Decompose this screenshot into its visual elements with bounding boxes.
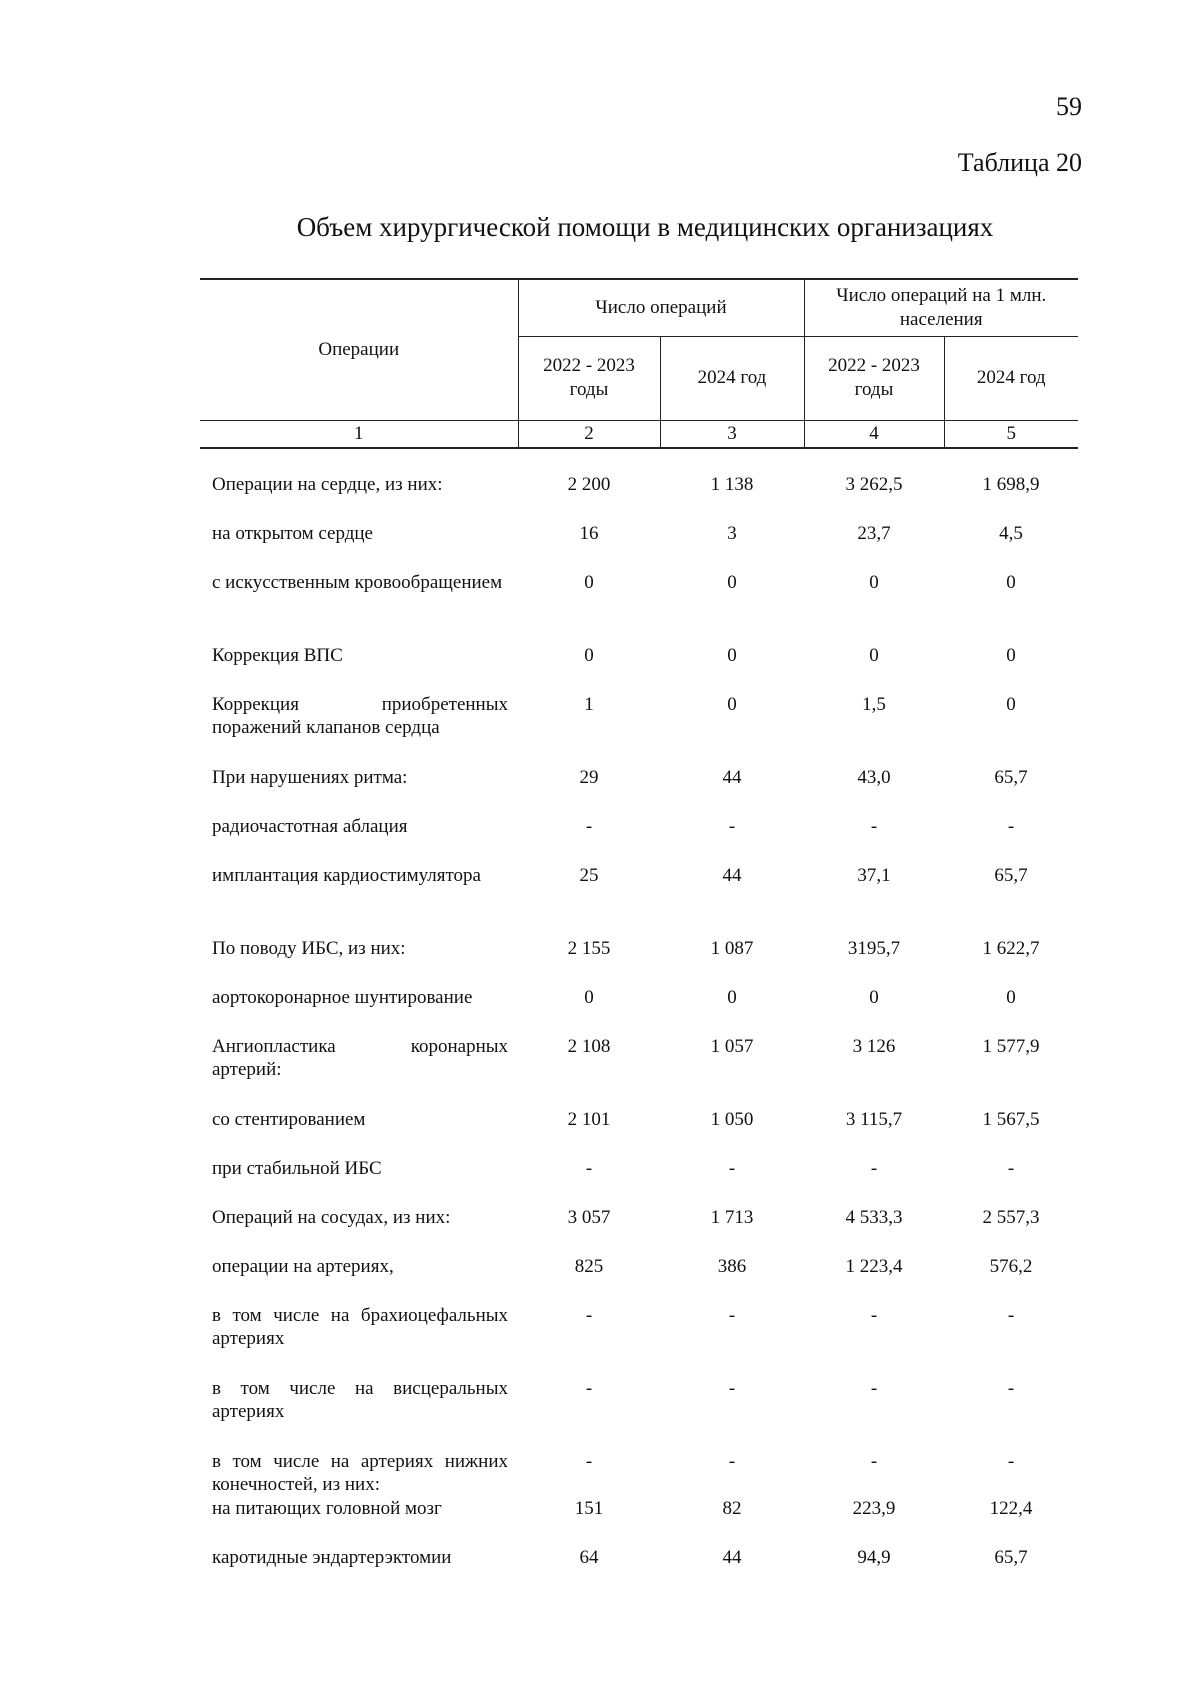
table-row <box>200 1157 1078 1206</box>
row-value: 1 138 <box>710 473 754 495</box>
column-header-count-2024: 2024 год <box>660 336 804 420</box>
surgery-volume-table <box>200 278 1078 1595</box>
row-value: 2 557,3 <box>982 1206 1040 1228</box>
row-value: - <box>1007 815 1015 837</box>
column-header-rate-2022-2023: 2022 - 2023 годы <box>804 336 944 420</box>
row-value: 2 101 <box>567 1108 611 1130</box>
row-value: 1 057 <box>710 1035 754 1057</box>
row-value: 1 622,7 <box>982 937 1040 959</box>
row-value: - <box>870 1450 878 1472</box>
row-label: Коррекция приобретенных поражений клапанов сердца <box>212 693 508 739</box>
row-value: - <box>728 815 736 837</box>
row-value: - <box>728 1157 736 1179</box>
row-label: со стентированием <box>212 1108 366 1130</box>
table-row <box>200 693 1078 766</box>
row-label: в том числе на висцеральных артериях <box>212 1377 508 1423</box>
row-value: - <box>870 1304 878 1326</box>
row-value: 37,1 <box>857 864 891 886</box>
row-value: 3 126 <box>852 1035 896 1057</box>
row-value: - <box>585 1157 593 1179</box>
row-value: - <box>585 1450 593 1472</box>
column-number: 4 <box>804 420 944 448</box>
column-header-count-2022-2023: 2022 - 2023 годы <box>518 336 660 420</box>
column-group-rate: Число операций на 1 млн. населения <box>804 279 1078 336</box>
row-value: 1 <box>584 693 594 715</box>
row-value: 0 <box>727 571 737 593</box>
row-label: По поводу ИБС, из них: <box>212 937 406 959</box>
row-value: 0 <box>727 693 737 715</box>
row-value: 122,4 <box>989 1498 1033 1519</box>
row-value: 4,5 <box>999 522 1023 544</box>
column-number: 3 <box>660 420 804 448</box>
row-value: 0 <box>584 986 594 1008</box>
table-row <box>200 1255 1078 1304</box>
table-row <box>200 986 1078 1035</box>
table-caption: Таблица 20 <box>957 148 1082 177</box>
table-row <box>200 1206 1078 1255</box>
row-value: 0 <box>1006 644 1016 666</box>
row-value: 1,5 <box>862 693 886 715</box>
row-label: в том числе на артериях нижних конечностей, из них: <box>212 1450 508 1496</box>
table-row <box>200 473 1078 522</box>
row-value: 94,9 <box>857 1547 891 1568</box>
row-value: 2 155 <box>567 937 611 959</box>
table-row <box>200 766 1078 815</box>
row-value: 64 <box>579 1547 599 1568</box>
row-label: Ангиопластика коронарных артерий: <box>212 1035 508 1081</box>
row-value: 0 <box>869 644 879 666</box>
row-value: - <box>585 815 593 837</box>
row-value: 29 <box>579 766 599 788</box>
row-value: 1 087 <box>710 937 754 959</box>
row-value: 16 <box>579 522 599 544</box>
row-label: на открытом сердце <box>212 522 373 544</box>
row-value: 0 <box>1006 693 1016 715</box>
row-value: 151 <box>574 1498 604 1519</box>
table-row <box>200 644 1078 693</box>
table-body <box>200 448 1078 1596</box>
row-label: Коррекция ВПС <box>212 644 343 666</box>
table-row <box>200 1035 1078 1108</box>
table-row <box>200 571 1078 644</box>
row-value: 2 108 <box>567 1035 611 1057</box>
column-number: 5 <box>944 420 1078 448</box>
row-value: - <box>728 1450 736 1472</box>
row-value: 223,9 <box>852 1498 896 1519</box>
table-row <box>200 1108 1078 1157</box>
row-value: 65,7 <box>994 766 1028 788</box>
row-value: 0 <box>1006 571 1016 593</box>
row-value: 65,7 <box>994 864 1028 886</box>
column-number-row <box>200 420 1078 448</box>
row-value: 1 713 <box>710 1206 754 1228</box>
row-value: 44 <box>722 766 742 788</box>
row-label: имплантация кардиостимулятора <box>212 864 481 886</box>
row-value: 3 <box>727 522 737 544</box>
row-value: 3 057 <box>567 1206 611 1228</box>
row-value: 23,7 <box>857 522 891 544</box>
column-group-count: Число операций <box>518 279 804 336</box>
document-title: Объем хирургической помощи в медицинских организациях <box>296 212 994 242</box>
row-label: на питающих головной мозг <box>212 1498 442 1519</box>
table-row <box>200 864 1078 937</box>
row-value: 44 <box>722 864 742 886</box>
column-number: 1 <box>200 420 518 448</box>
row-value: - <box>728 1304 736 1326</box>
row-label: с искусственным кровообращением <box>212 571 503 593</box>
row-value: 386 <box>717 1255 747 1277</box>
row-value: - <box>870 815 878 837</box>
row-value: 1 577,9 <box>982 1035 1040 1057</box>
row-value: - <box>728 1377 736 1399</box>
row-value: 825 <box>574 1255 604 1277</box>
row-value: - <box>585 1304 593 1326</box>
row-value: - <box>1007 1157 1015 1179</box>
page-number: 59 <box>1056 92 1082 121</box>
row-value: 0 <box>584 571 594 593</box>
row-value: - <box>1007 1304 1015 1326</box>
row-value: 0 <box>727 986 737 1008</box>
row-value: 82 <box>722 1498 742 1519</box>
column-number: 2 <box>518 420 660 448</box>
row-value: - <box>870 1157 878 1179</box>
row-value: 1 050 <box>710 1108 754 1130</box>
row-value: 1 223,4 <box>845 1255 903 1277</box>
row-value: - <box>1007 1377 1015 1399</box>
row-value: 576,2 <box>989 1255 1033 1277</box>
table-row <box>200 1450 1078 1498</box>
row-value: 44 <box>722 1547 742 1568</box>
row-value: 3 115,7 <box>845 1108 903 1130</box>
row-label: Операций на сосудах, из них: <box>212 1206 451 1228</box>
row-label: при стабильной ИБС <box>212 1157 382 1179</box>
column-header-operations: Операции <box>200 279 518 420</box>
column-header-rate-2024: 2024 год <box>944 336 1078 420</box>
row-value: 65,7 <box>994 1547 1028 1568</box>
table-row <box>200 522 1078 571</box>
row-label: операции на артериях, <box>212 1255 394 1277</box>
table-row <box>200 815 1078 864</box>
row-value: 3 262,5 <box>845 473 903 495</box>
row-label: аортокоронарное шунтирование <box>212 986 473 1008</box>
table-header <box>200 279 1078 448</box>
row-label: При нарушениях ритма: <box>212 766 408 788</box>
row-value: 1 698,9 <box>982 473 1040 495</box>
row-value: 0 <box>869 571 879 593</box>
row-value: 3195,7 <box>847 937 901 959</box>
table-row <box>200 1497 1078 1546</box>
table-row <box>200 1304 1078 1377</box>
row-value: 0 <box>584 644 594 666</box>
row-value: 43,0 <box>857 766 891 788</box>
row-value: - <box>585 1377 593 1399</box>
row-value: 1 567,5 <box>982 1108 1040 1130</box>
row-label: Операции на сердце, из них: <box>212 473 443 495</box>
row-label: каротидные эндартерэктомии <box>212 1547 452 1568</box>
row-value: 4 533,3 <box>845 1206 903 1228</box>
row-value: 0 <box>1006 986 1016 1008</box>
row-label: в том числе на брахиоцефальных артериях <box>212 1304 508 1350</box>
row-label: радиочастотная аблация <box>212 815 408 837</box>
row-value: - <box>870 1377 878 1399</box>
row-value: - <box>1007 1450 1015 1472</box>
row-value: 0 <box>869 986 879 1008</box>
row-value: 0 <box>727 644 737 666</box>
row-value: 2 200 <box>567 473 611 495</box>
table-row <box>200 1377 1078 1450</box>
table-row <box>200 937 1078 986</box>
table-row <box>200 1546 1078 1595</box>
row-value: 25 <box>579 864 599 886</box>
